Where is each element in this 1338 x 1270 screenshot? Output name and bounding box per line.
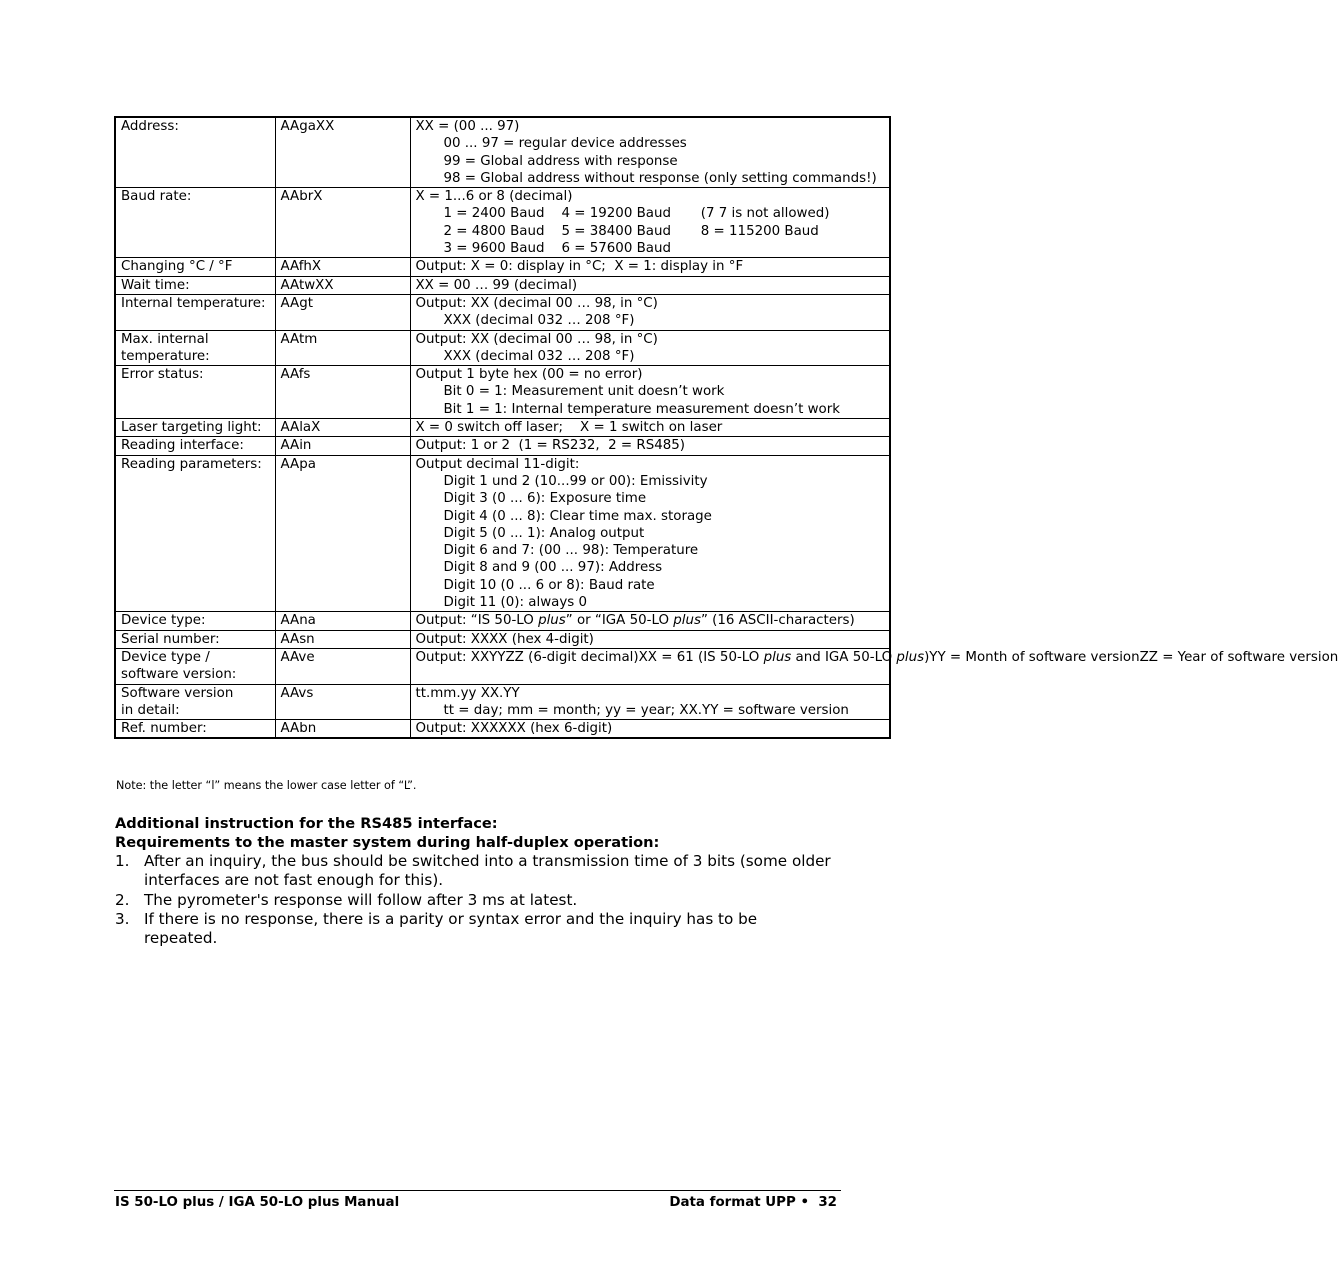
description-subline: Digit 3 (0 ... 6): Exposure time bbox=[443, 491, 647, 507]
list-item bbox=[115, 852, 835, 891]
table-row bbox=[115, 437, 890, 455]
command-cell: AAna bbox=[275, 612, 410, 630]
description-line: X = 1...6 or 8 (decimal) bbox=[415, 189, 573, 205]
param-label: Error status: bbox=[121, 367, 204, 383]
table-row bbox=[115, 276, 890, 294]
requirements-list bbox=[115, 852, 835, 948]
description-subline: 2 = 4800 Baud 5 = 38400 Baud 8 = 115200 Baud bbox=[443, 223, 819, 239]
param-cell bbox=[115, 648, 275, 684]
description-line: Output 1 byte hex (00 = no error) bbox=[415, 367, 643, 383]
description-cell bbox=[410, 258, 890, 276]
param-label: Software version bbox=[121, 685, 234, 701]
param-label: Reading interface: bbox=[121, 438, 244, 454]
param-cell bbox=[115, 188, 275, 258]
description-cell bbox=[410, 294, 890, 330]
description-line: Output: XXXX (hex 4-digit) bbox=[415, 631, 594, 647]
description-subline: Bit 0 = 1: Measurement unit doesn’t work bbox=[443, 384, 725, 400]
footer-title: IS 50-LO plus / IGA 50-LO plus Manual bbox=[115, 1195, 400, 1210]
param-label: Wait time: bbox=[121, 277, 190, 293]
command-cell: AAgt bbox=[275, 294, 410, 330]
list-number: 1. bbox=[115, 852, 130, 870]
heading-rs485: Additional instruction for the RS485 interface: bbox=[115, 815, 498, 832]
footer-divider bbox=[114, 1190, 841, 1191]
param-label: Device type / bbox=[121, 649, 210, 665]
table-row bbox=[115, 455, 890, 612]
command-cell: AAbn bbox=[275, 720, 410, 739]
description-line: X = 0 switch off laser; X = 1 switch on laser bbox=[415, 420, 723, 436]
param-label: Laser targeting light: bbox=[121, 420, 262, 436]
description-cell bbox=[410, 276, 890, 294]
table-row bbox=[115, 188, 890, 258]
param-cell bbox=[115, 258, 275, 276]
note-text: Note: the letter “l” means the lower case letter of “L”. bbox=[116, 779, 417, 792]
description-subline: Bit 1 = 1: Internal temperature measurement doesn’t work bbox=[443, 401, 840, 417]
param-cell bbox=[115, 294, 275, 330]
table-row bbox=[115, 294, 890, 330]
description-cell bbox=[410, 630, 890, 648]
param-label: Ref. number: bbox=[121, 721, 207, 737]
description-subline: 99 = Global address with response bbox=[443, 153, 678, 169]
description-line: Output decimal 11-digit: bbox=[415, 456, 580, 472]
list-number: 2. bbox=[115, 890, 130, 909]
table-row bbox=[115, 258, 890, 276]
description-line: XX = 00 … 99 (decimal) bbox=[415, 277, 578, 293]
table-row bbox=[115, 720, 890, 739]
description-cell bbox=[410, 437, 890, 455]
description-cell bbox=[410, 117, 890, 188]
description-subline: Digit 10 (0 ... 6 or 8): Baud rate bbox=[443, 577, 655, 593]
param-label: Address: bbox=[121, 119, 179, 134]
param-label: in detail: bbox=[121, 702, 180, 718]
list-number: 3. bbox=[115, 909, 130, 928]
description-line: tt.mm.yy XX.YY bbox=[415, 685, 520, 701]
table-row bbox=[115, 684, 890, 720]
table-row bbox=[115, 366, 890, 419]
command-cell: AAgaXX bbox=[275, 117, 410, 188]
list-item bbox=[115, 891, 835, 910]
description-cell bbox=[410, 419, 890, 437]
command-cell: AApa bbox=[275, 455, 410, 612]
list-text: The pyrometer's response will follow after 3 ms at latest. bbox=[144, 890, 578, 909]
param-label: Changing °C / °F bbox=[121, 259, 233, 275]
description-line: XX = (00 ... 97) bbox=[415, 119, 520, 134]
param-cell bbox=[115, 684, 275, 720]
param-label: Device type: bbox=[121, 613, 206, 629]
command-cell: AAve bbox=[275, 648, 410, 684]
param-label: Internal temperature: bbox=[121, 295, 266, 311]
param-cell bbox=[115, 117, 275, 188]
description-cell bbox=[410, 455, 890, 612]
param-cell bbox=[115, 437, 275, 455]
command-cell: AAsn bbox=[275, 630, 410, 648]
description-subline: Digit 11 (0): always 0 bbox=[443, 595, 588, 611]
table-row bbox=[115, 419, 890, 437]
description-cell bbox=[410, 188, 890, 258]
command-cell: AAlaX bbox=[275, 419, 410, 437]
footer-page: Data format UPP • 32 bbox=[669, 1195, 837, 1210]
param-cell bbox=[115, 455, 275, 612]
description-subline: 98 = Global address without response (only setting commands!) bbox=[443, 170, 877, 186]
description-subline: Digit 8 and 9 (00 ... 97): Address bbox=[443, 560, 663, 576]
command-cell: AAbrX bbox=[275, 188, 410, 258]
command-cell: AAfs bbox=[275, 366, 410, 419]
description-subline: 1 = 2400 Baud 4 = 19200 Baud (7 7 is not allowed) bbox=[443, 206, 830, 222]
param-cell bbox=[115, 419, 275, 437]
table-row bbox=[115, 630, 890, 648]
description-line: Output: XXXXXX (hex 6-digit) bbox=[415, 721, 613, 737]
param-cell bbox=[115, 612, 275, 630]
command-cell: AAfhX bbox=[275, 258, 410, 276]
heading-master-requirements: Requirements to the master system during half-duplex operation: bbox=[115, 834, 660, 851]
description-line: Output: X = 0: display in °C; X = 1: display in °F bbox=[415, 259, 744, 275]
description-line: Output: XX (decimal 00 … 98, in °C) bbox=[415, 295, 658, 311]
param-label: Baud rate: bbox=[121, 189, 192, 205]
param-cell bbox=[115, 366, 275, 419]
param-label: temperature: bbox=[121, 348, 210, 364]
command-cell: AAvs bbox=[275, 684, 410, 720]
param-cell bbox=[115, 276, 275, 294]
description-subline: XXX (decimal 032 … 208 °F) bbox=[443, 348, 635, 364]
table-row bbox=[115, 612, 890, 630]
param-cell bbox=[115, 720, 275, 739]
description-line: Output: 1 or 2 (1 = RS232, 2 = RS485) bbox=[415, 438, 685, 454]
description-cell bbox=[410, 330, 890, 366]
description-cell: Output: XXYYZZ (6-digit decimal)XX = 61 (IS 50-LO plus and IGA 50-LO plus)YY = Month of software versionZZ = Year of software version bbox=[410, 648, 890, 684]
list-text: If there is no response, there is a parity or syntax error and the inquiry has to be repeated. bbox=[144, 909, 758, 948]
table-row bbox=[115, 117, 890, 188]
description-line: Output: XX (decimal 00 … 98, in °C) bbox=[415, 331, 658, 347]
param-cell bbox=[115, 630, 275, 648]
description-subline: Digit 6 and 7: (00 ... 98): Temperature bbox=[443, 543, 699, 559]
description-subline: Digit 5 (0 ... 1): Analog output bbox=[443, 525, 645, 541]
description-subline: tt = day; mm = month; yy = year; XX.YY = software version bbox=[443, 702, 849, 718]
command-table bbox=[114, 116, 1338, 739]
description-cell bbox=[410, 720, 890, 739]
table-row bbox=[115, 330, 890, 366]
description-subline: Digit 1 und 2 (10...99 or 00): Emissivity bbox=[443, 473, 708, 489]
description-cell bbox=[410, 684, 890, 720]
description-subline: XXX (decimal 032 … 208 °F) bbox=[443, 313, 635, 329]
description-subline: 00 ... 97 = regular device addresses bbox=[443, 136, 687, 152]
description-subline: 3 = 9600 Baud 6 = 57600 Baud bbox=[443, 241, 671, 257]
param-label: Reading parameters: bbox=[121, 456, 262, 472]
command-cell: AAtwXX bbox=[275, 276, 410, 294]
description-cell bbox=[410, 366, 890, 419]
param-label: Max. internal bbox=[121, 331, 209, 347]
list-item bbox=[115, 910, 835, 949]
param-cell bbox=[115, 330, 275, 366]
command-cell: AAtm bbox=[275, 330, 410, 366]
description-subline: Digit 4 (0 ... 8): Clear time max. storage bbox=[443, 508, 712, 524]
command-cell: AAin bbox=[275, 437, 410, 455]
param-label: software version: bbox=[121, 667, 237, 683]
description-cell: Output: “IS 50-LO plus” or “IGA 50-LO plus” (16 ASCII-characters) bbox=[410, 612, 890, 630]
list-text: After an inquiry, the bus should be switched into a transmission time of 3 bits (some older interfaces are not fast enough for this). bbox=[144, 852, 831, 890]
param-label: Serial number: bbox=[121, 631, 220, 647]
table-row bbox=[115, 648, 890, 684]
